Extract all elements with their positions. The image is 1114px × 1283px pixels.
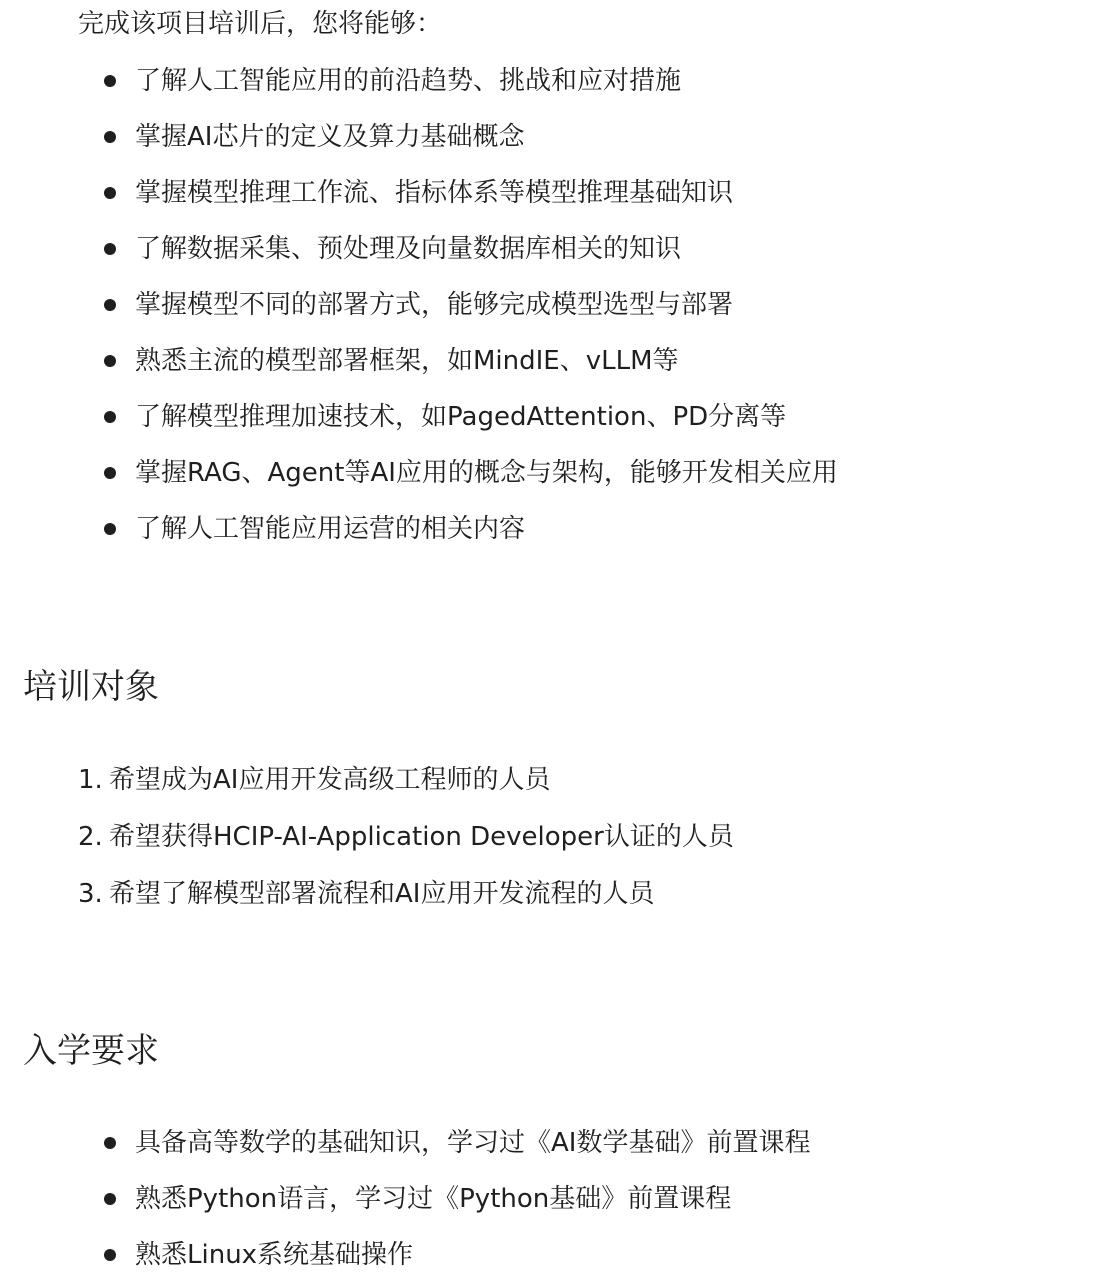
list-item — [0, 1171, 810, 1227]
list-item-number: 1. — [78, 765, 103, 795]
bullet-dot-icon — [104, 411, 116, 423]
list-item — [0, 165, 838, 221]
audience-heading: 培训对象 — [23, 667, 159, 707]
list-item — [0, 53, 838, 109]
list-item-text: 熟悉主流的模型部署框架，如MindIE、vLLM等 — [135, 346, 679, 376]
bullet-dot-icon — [104, 467, 116, 479]
bullet-dot-icon — [104, 1193, 116, 1205]
list-item-text: 掌握RAG、Agent等AI应用的概念与架构，能够开发相关应用 — [135, 458, 838, 488]
list-item-text: 希望成为AI应用开发高级工程师的人员 — [109, 765, 551, 795]
list-item — [0, 1115, 810, 1171]
list-item-text: 熟悉Linux系统基础操作 — [135, 1240, 414, 1270]
bullet-dot-icon — [104, 131, 116, 143]
list-item-text: 掌握AI芯片的定义及算力基础概念 — [135, 122, 525, 152]
list-item — [0, 389, 838, 445]
list-item — [0, 866, 734, 923]
list-item-number: 2. — [78, 822, 103, 852]
list-item — [0, 445, 838, 501]
list-item — [0, 752, 734, 809]
bullet-dot-icon — [104, 523, 116, 535]
list-item-number: 3. — [78, 879, 103, 909]
list-item-text: 希望了解模型部署流程和AI应用开发流程的人员 — [109, 879, 655, 909]
list-item-text: 了解数据采集、预处理及向量数据库相关的知识 — [135, 234, 682, 264]
list-item-text: 掌握模型不同的部署方式，能够完成模型选型与部署 — [135, 290, 734, 320]
list-item — [0, 277, 838, 333]
requirements-heading: 入学要求 — [23, 1031, 159, 1071]
requirements-list — [0, 1115, 810, 1283]
list-item — [0, 109, 838, 165]
list-item — [0, 221, 838, 277]
list-item — [0, 333, 838, 389]
bullet-dot-icon — [104, 299, 116, 311]
list-item-text: 掌握模型推理工作流、指标体系等模型推理基础知识 — [135, 178, 734, 208]
list-item-text: 了解人工智能应用运营的相关内容 — [135, 514, 526, 544]
bullet-dot-icon — [104, 243, 116, 255]
list-item-text: 具备高等数学的基础知识，学习过《AI数学基础》前置课程 — [135, 1128, 811, 1158]
list-item — [0, 809, 734, 866]
list-item — [0, 1227, 810, 1283]
bullet-dot-icon — [104, 355, 116, 367]
list-item-text: 了解模型推理加速技术，如PagedAttention、PD分离等 — [135, 402, 787, 432]
bullet-dot-icon — [104, 187, 116, 199]
list-item-text: 熟悉Python语言，学习过《Python基础》前置课程 — [135, 1184, 732, 1214]
bullet-dot-icon — [104, 75, 116, 87]
intro-text: 完成该项目培训后，您将能够： — [78, 9, 443, 39]
list-item-text: 希望获得HCIP-AI-Application Developer认证的人员 — [109, 822, 734, 852]
list-item-text: 了解人工智能应用的前沿趋势、挑战和应对措施 — [135, 66, 682, 96]
audience-list — [0, 752, 734, 923]
bullet-dot-icon — [104, 1137, 116, 1149]
bullet-dot-icon — [104, 1249, 116, 1261]
list-item — [0, 501, 838, 557]
objectives-list — [0, 53, 838, 557]
